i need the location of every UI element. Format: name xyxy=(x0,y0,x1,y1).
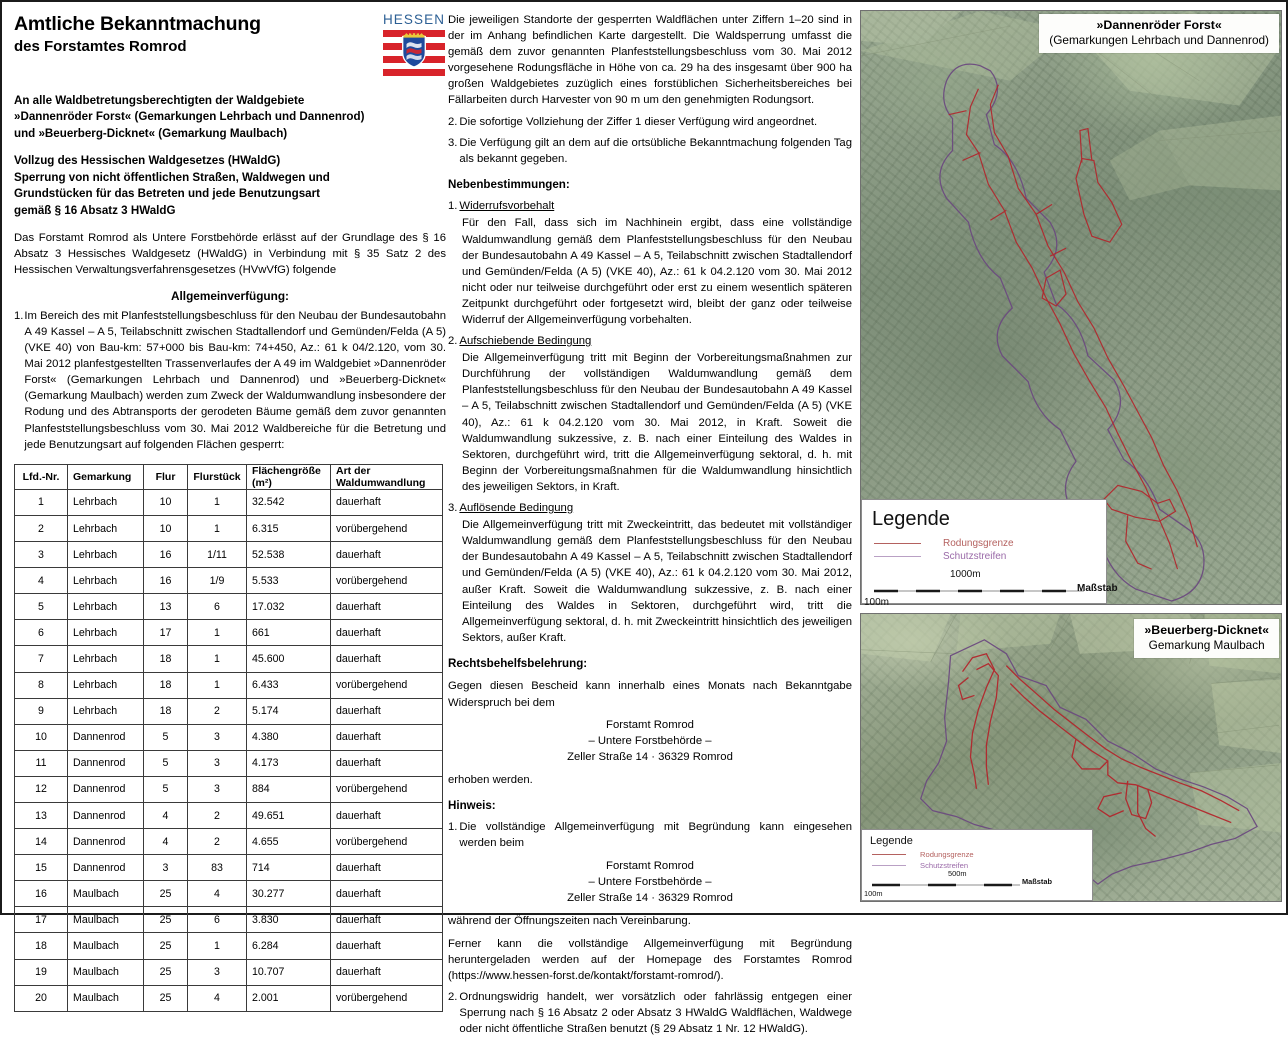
legend-top-item-rodungsgrenze xyxy=(872,538,1106,549)
cell-flur: 10 xyxy=(144,515,188,541)
rechtsbehelf-after: erhoben werden. xyxy=(448,773,533,786)
cell-lfd-nr: 3 xyxy=(15,542,68,568)
col-header-lfd-nr: Lfd.-Nr. xyxy=(15,464,68,489)
cell-art: dauerhaft xyxy=(331,620,443,646)
col-header-gemarkung: Gemarkung xyxy=(68,464,144,489)
cell-flurstueck: 4 xyxy=(188,985,247,1011)
cell-gemarkung: Lehrbach xyxy=(68,542,144,568)
rodungsgrenze-line-icon-small xyxy=(872,854,906,855)
cell-art: vorübergehend xyxy=(331,776,443,802)
address-block-2 xyxy=(448,858,852,907)
map-top-label-line1: »Dannenröder Forst« xyxy=(1096,18,1222,32)
hinweis-1-number: 1. xyxy=(448,821,458,834)
cell-gemarkung: Lehrbach xyxy=(68,646,144,672)
cell-flur: 18 xyxy=(144,646,188,672)
address-1-line-1: Forstamt Romrod xyxy=(606,718,694,731)
cell-flurstueck: 3 xyxy=(188,776,247,802)
address-block-1 xyxy=(448,717,852,766)
table-header-row xyxy=(15,464,443,489)
neben-2-title: Aufschiebende Bedingung xyxy=(459,335,592,348)
scale-top-end-label: Maßstab xyxy=(1077,583,1118,594)
cell-flaeche: 32.542 xyxy=(247,489,331,515)
cell-flur: 13 xyxy=(144,594,188,620)
neben-1-text: Für den Fall, dass sich im Nachhinein ergibt, dass eine vollständige Waldumwandlung gemäß dem Planfeststellungsbeschluss für den Neubau der Bundesautobahn A 49 Kassel – A 5, Teilabschnitt zwischen Stadtallendorf und Gemünden/Felda (A 5) (VKE 40), Az.: 61 k 04.2.120 vom 30. Mai 2012 nicht oder nur teilweise durchgeführt oder erst zu einem wesentlich späteren Zeitpunkt durchgeführt oder fortgesetzt wird, bleibt der ganz oder teilweise Widerruf der Allgemeinverfügung vorbehalten. xyxy=(462,217,852,327)
rodungsgrenze-paths-bottom xyxy=(959,654,1240,837)
neben-2-number: 2. xyxy=(448,335,458,348)
cell-gemarkung: Lehrbach xyxy=(68,489,144,515)
cell-art: dauerhaft xyxy=(331,802,443,828)
table-row xyxy=(15,594,443,620)
scale-bar-bottom-graphic xyxy=(870,875,1088,895)
map-beuerberg-dicknet[interactable] xyxy=(860,613,1282,902)
table-row xyxy=(15,907,443,933)
table-row xyxy=(15,672,443,698)
cell-lfd-nr: 12 xyxy=(15,776,68,802)
allgemeinverfuegung-heading: Allgemeinverfügung: xyxy=(171,288,289,303)
cell-flurstueck: 1 xyxy=(188,646,247,672)
table-row xyxy=(15,489,443,515)
cell-gemarkung: Lehrbach xyxy=(68,594,144,620)
cell-flurstueck: 1 xyxy=(188,672,247,698)
hinweis-2-text: Ordnungswidrig handelt, wer vorsätzlich oder fahrlässig entgegen einer Sperrung nach § 16 Absatz 2 oder Absatz 3 HWaldG Waldflächen, Waldwege oder nicht öffentliche Straßen benutzt (§ 29 Absatz 1 Nr. 12 HWaldG). xyxy=(459,991,852,1036)
map-label-dannenroeder xyxy=(1039,14,1279,53)
page-subtitle: des Forstamtes Romrod xyxy=(14,37,187,55)
hinweis-2-number: 2. xyxy=(448,991,458,1004)
cell-flaeche: 4.173 xyxy=(247,750,331,776)
cell-art: dauerhaft xyxy=(331,698,443,724)
neben-1-number: 1. xyxy=(448,200,458,213)
cell-flurstueck: 3 xyxy=(188,959,247,985)
header-titles xyxy=(14,12,261,55)
address-1-line-2: – Untere Forstbehörde – xyxy=(588,734,712,747)
cell-lfd-nr: 8 xyxy=(15,672,68,698)
cell-flaeche: 30.277 xyxy=(247,881,331,907)
hessen-logo xyxy=(382,12,446,82)
hinweis-1-text: Die vollständige Allgemeinverfügung mit Begründung kann eingesehen werden beim xyxy=(459,821,852,850)
map-bottom-label-line2: Gemarkung Maulbach xyxy=(1148,638,1265,653)
table-row xyxy=(15,985,443,1011)
cell-art: dauerhaft xyxy=(331,489,443,515)
cell-flaeche: 6.433 xyxy=(247,672,331,698)
cell-flaeche: 4.655 xyxy=(247,829,331,855)
table-row xyxy=(15,776,443,802)
addressee-line-2: »Dannenröder Forst« (Gemarkungen Lehrbach und Dannenrod) xyxy=(14,110,365,124)
cell-gemarkung: Maulbach xyxy=(68,985,144,1011)
cell-flaeche: 884 xyxy=(247,776,331,802)
item-2-text: Die sofortige Vollziehung der Ziffer 1 dieser Verfügung wird angeordnet. xyxy=(459,115,818,128)
address-2-line-1: Forstamt Romrod xyxy=(606,859,694,872)
allgemein-item-2 xyxy=(448,114,852,130)
cell-flur: 25 xyxy=(144,985,188,1011)
table-row xyxy=(15,568,443,594)
schutzstreifen-line-icon xyxy=(874,556,921,557)
page-title: Amtliche Bekanntmachung xyxy=(14,13,261,35)
cell-gemarkung: Lehrbach xyxy=(68,672,144,698)
cell-gemarkung: Maulbach xyxy=(68,959,144,985)
cell-gemarkung: Dannenrod xyxy=(68,750,144,776)
table-row xyxy=(15,698,443,724)
rodungsgrenze-line-icon xyxy=(874,543,921,544)
cell-flurstueck: 1 xyxy=(188,489,247,515)
cell-flur: 5 xyxy=(144,750,188,776)
cell-lfd-nr: 2 xyxy=(15,515,68,541)
hinweis-1-after: während der Öffnungszeiten nach Vereinbarung. xyxy=(448,914,691,927)
rechtsbehelf-text: Gegen diesen Bescheid kann innerhalb eines Monats nach Bekanntgabe Widerspruch bei dem xyxy=(448,680,852,709)
hinweis-1-download: Ferner kann die vollständige Allgemeinverfügung mit Begründung heruntergeladen werden auf der Homepage des Forstamtes Romrod (https://www.hessen-forst.de/kontakt/forstamt-romrod/). xyxy=(448,937,852,982)
cell-flur: 25 xyxy=(144,933,188,959)
cell-art: dauerhaft xyxy=(331,750,443,776)
item-3-number: 3. xyxy=(448,136,458,149)
scale-bottom-end-label: Maßstab xyxy=(1022,877,1052,886)
item-1-number: 1. xyxy=(14,309,24,322)
cell-art: dauerhaft xyxy=(331,881,443,907)
vollzug-line-4: gemäß § 16 Absatz 3 HWaldG xyxy=(14,203,176,217)
cell-lfd-nr: 1 xyxy=(15,489,68,515)
vollzug-line-3: Grundstücken für das Betreten und jede Benutzungsart xyxy=(14,187,320,201)
addressee-block xyxy=(14,93,446,142)
neben-3-text: Die Allgemeinverfügung tritt mit Zweckeintritt, das bedeutet mit vollständiger Waldumwandlung gemäß dem Planfeststellungsbeschluss für den Neubau der Bundesautobahn A 49 Kassel – A 5, Teilabschnitt zwischen Stadtallendorf und Gemünden/Felda (A 5) (VKE 40), Az.: 61 k 04.2.120 vom 30. Mai 2012, außer Kraft. Soweit die Waldumwandlung sukzessive, z. B. nach einer Einteilung des Waldes in Sektoren, durchgeführt wird, tritt die Allgemeinverfügung sektoral, d. h. mit Zweckeintritt hinsichtlich des jeweiligen Sektors, außer Kraft. xyxy=(462,519,852,644)
nebenbestimmung-3 xyxy=(448,500,852,516)
table-row xyxy=(15,959,443,985)
scale-bar-top xyxy=(864,569,1118,608)
standorte-paragraph: Die jeweiligen Standorte der gesperrten Waldflächen unter Ziffern 1–20 sind in der im Anhang befindlichen Karte dargestellt. Die Waldsperrung umfasst die gemäß dem zuvor genannten Planfeststellungsbeschluss vom 30. Mai 2012 vorgesehene Rodungsfläche in Höhe von ca. 29 ha des insgesamt über 900 ha großen Waldgebietes zuzüglich eines forstüblichen Sicherheitsbereiches bei Fällarbeiten durch Harvester von 90 m um den genehmigten Rodungsort. xyxy=(448,14,852,107)
nebenbestimmung-2 xyxy=(448,333,852,349)
cell-art: dauerhaft xyxy=(331,542,443,568)
cell-art: vorübergehend xyxy=(331,515,443,541)
flurstueck-table xyxy=(14,464,443,1012)
legend-bottom-item-schutzstreifen xyxy=(870,861,1092,870)
cell-art: vorübergehend xyxy=(331,672,443,698)
scale-bottom-left-label: 100m xyxy=(864,889,883,898)
table-row xyxy=(15,855,443,881)
hessen-flag-icon xyxy=(383,30,445,82)
neben-2-text: Die Allgemeinverfügung tritt mit Beginn der Vorbereitungsmaßnahmen zur Durchführung der vollständigen Waldumwandlung gemäß dem Planfeststellungsbeschluss für den Neubau der Bundesautobahn A 49 Kassel – A 5, Teilabschnitt zwischen Stadtallendorf und Gemünden/Felda (A 5) (VKE 40), Az.: 61 k 04.2.120 vom 30. Mai 2012, in Kraft. Soweit die Waldumwandlung sukzessive, z. B. nach einer Einteilung des Waldes in Sektoren, durchgeführt wird, tritt die Allgemeinverfügung sektoral, d. h. mit Beginn der Vorbereitungsmaßnahmen für die Waldumwandlung hinsichtlich des jeweiligen Sektors, in Kraft. xyxy=(462,352,852,493)
hinweis-heading: Hinweis: xyxy=(448,798,496,812)
cell-flur: 25 xyxy=(144,907,188,933)
cell-flurstueck: 1/11 xyxy=(188,542,247,568)
cell-flur: 16 xyxy=(144,568,188,594)
cell-flaeche: 45.600 xyxy=(247,646,331,672)
vollzug-line-1: Vollzug des Hessischen Waldgesetzes (HWaldG) xyxy=(14,154,281,168)
cell-art: dauerhaft xyxy=(331,646,443,672)
table-row xyxy=(15,829,443,855)
cell-flurstueck: 1/9 xyxy=(188,568,247,594)
cell-gemarkung: Lehrbach xyxy=(68,698,144,724)
address-1-line-3: Zeller Straße 14 · 36329 Romrod xyxy=(567,751,733,764)
address-2-line-3: Zeller Straße 14 · 36329 Romrod xyxy=(567,892,733,905)
cell-flurstueck: 6 xyxy=(188,594,247,620)
legend-top xyxy=(861,499,1118,608)
table-row xyxy=(15,646,443,672)
cell-lfd-nr: 16 xyxy=(15,881,68,907)
maps-column xyxy=(860,10,1284,902)
neben-3-number: 3. xyxy=(448,502,458,515)
cell-gemarkung: Maulbach xyxy=(68,933,144,959)
cell-flaeche: 661 xyxy=(247,620,331,646)
col-header-art: Art der Waldumwandlung xyxy=(331,464,443,489)
legend-top-title: Legende xyxy=(872,508,950,530)
map-dannenroeder-forst[interactable] xyxy=(860,10,1282,608)
cell-flurstueck: 3 xyxy=(188,750,247,776)
neben-3-title: Auflösende Bedingung xyxy=(459,502,574,515)
addressee-line-1: An alle Waldbetretungsberechtigten der Waldgebiete xyxy=(14,94,305,107)
col-header-flur: Flur xyxy=(144,464,188,489)
table-row xyxy=(15,881,443,907)
legend-top-item-schutzstreifen xyxy=(872,551,1106,562)
cell-art: dauerhaft xyxy=(331,724,443,750)
cell-flur: 16 xyxy=(144,542,188,568)
left-column xyxy=(14,12,446,1005)
cell-flur: 5 xyxy=(144,724,188,750)
cell-flaeche: 5.533 xyxy=(247,568,331,594)
cell-gemarkung: Dannenrod xyxy=(68,724,144,750)
nebenbestimmung-1 xyxy=(448,198,852,214)
cell-flaeche: 49.651 xyxy=(247,802,331,828)
cell-gemarkung: Lehrbach xyxy=(68,568,144,594)
cell-flaeche: 17.032 xyxy=(247,594,331,620)
item-2-number: 2. xyxy=(448,115,458,128)
intro-paragraph: Das Forstamt Romrod als Untere Forstbehörde erlässt auf der Grundlage des § 16 Absatz 3 Hessisches Waldgesetz (HWaldG) in Verbindung mit § 35 Satz 2 des Hessischen Verwaltungsverfahrensgesetzes (HVwVfG) folgende xyxy=(14,232,446,277)
addressee-line-3: und »Beuerberg-Dicknet« (Gemarkung Maulbach) xyxy=(14,126,288,140)
rechtsbehelfsbelehrung-heading: Rechtsbehelfsbelehrung: xyxy=(448,656,588,670)
scale-bottom-upper-label: 500m xyxy=(948,869,967,878)
vollzug-block xyxy=(14,153,446,219)
legend-bottom-item-rodungsgrenze xyxy=(870,850,1092,859)
cell-gemarkung: Maulbach xyxy=(68,907,144,933)
cell-lfd-nr: 6 xyxy=(15,620,68,646)
cell-art: vorübergehend xyxy=(331,829,443,855)
cell-flaeche: 4.380 xyxy=(247,724,331,750)
cell-flaeche: 5.174 xyxy=(247,698,331,724)
legend-top-label-schutzstreifen: Schutzstreifen xyxy=(943,551,1007,562)
cell-flur: 18 xyxy=(144,698,188,724)
scale-bar-bottom xyxy=(864,869,1088,898)
allgemein-item-1 xyxy=(14,308,446,453)
table-row xyxy=(15,750,443,776)
cell-gemarkung: Lehrbach xyxy=(68,515,144,541)
scale-top-upper-label: 1000m xyxy=(950,569,981,580)
cell-gemarkung: Dannenrod xyxy=(68,776,144,802)
col-header-flurstueck: Flurstück xyxy=(188,464,247,489)
cell-flur: 5 xyxy=(144,776,188,802)
allgemein-item-3 xyxy=(448,135,852,167)
cell-flur: 25 xyxy=(144,881,188,907)
cell-lfd-nr: 13 xyxy=(15,802,68,828)
cell-lfd-nr: 10 xyxy=(15,724,68,750)
neben-1-title: Widerrufsvorbehalt xyxy=(459,200,555,213)
cell-flaeche: 3.830 xyxy=(247,907,331,933)
cell-art: vorübergehend xyxy=(331,568,443,594)
cell-art: vorübergehend xyxy=(331,985,443,1011)
cell-flaeche: 6.315 xyxy=(247,515,331,541)
middle-column xyxy=(448,12,852,1036)
cell-flur: 4 xyxy=(144,802,188,828)
legend-bottom-title: Legende xyxy=(870,835,913,847)
cell-flaeche: 6.284 xyxy=(247,933,331,959)
cell-art: dauerhaft xyxy=(331,855,443,881)
vollzug-line-2: Sperrung von nicht öffentlichen Straßen, Waldwegen und xyxy=(14,170,330,184)
hinweis-item-2 xyxy=(448,989,852,1037)
cell-flurstueck: 1 xyxy=(188,933,247,959)
cell-lfd-nr: 18 xyxy=(15,933,68,959)
map-bottom-label-line1: »Beuerberg-Dicknet« xyxy=(1144,623,1269,637)
cell-flur: 18 xyxy=(144,672,188,698)
cell-lfd-nr: 19 xyxy=(15,959,68,985)
table-row xyxy=(15,933,443,959)
cell-flurstueck: 2 xyxy=(188,829,247,855)
cell-flur: 17 xyxy=(144,620,188,646)
cell-gemarkung: Lehrbach xyxy=(68,620,144,646)
cell-art: dauerhaft xyxy=(331,933,443,959)
cell-flurstueck: 6 xyxy=(188,907,247,933)
hinweis-item-1 xyxy=(448,819,852,851)
cell-flur: 3 xyxy=(144,855,188,881)
cell-art: dauerhaft xyxy=(331,594,443,620)
cell-lfd-nr: 20 xyxy=(15,985,68,1011)
table-row xyxy=(15,724,443,750)
map-top-label-line2: (Gemarkungen Lehrbach und Dannenrod) xyxy=(1049,33,1269,48)
cell-art: dauerhaft xyxy=(331,907,443,933)
table-row xyxy=(15,620,443,646)
cell-gemarkung: Dannenrod xyxy=(68,855,144,881)
legend-bottom xyxy=(861,829,1093,901)
cell-lfd-nr: 9 xyxy=(15,698,68,724)
table-body xyxy=(15,489,443,1011)
cell-flurstueck: 2 xyxy=(188,698,247,724)
cell-art: dauerhaft xyxy=(331,959,443,985)
cell-flurstueck: 1 xyxy=(188,620,247,646)
cell-lfd-nr: 4 xyxy=(15,568,68,594)
nebenbestimmungen-heading: Nebenbestimmungen: xyxy=(448,177,570,191)
cell-flaeche: 714 xyxy=(247,855,331,881)
cell-flurstueck: 2 xyxy=(188,802,247,828)
cell-lfd-nr: 14 xyxy=(15,829,68,855)
table-row xyxy=(15,802,443,828)
legend-top-label-rodungsgrenze: Rodungsgrenze xyxy=(943,538,1014,549)
cell-gemarkung: Maulbach xyxy=(68,881,144,907)
cell-flurstueck: 83 xyxy=(188,855,247,881)
col-header-flaeche: Flächengröße (m²) xyxy=(247,464,331,489)
cell-flur: 4 xyxy=(144,829,188,855)
document-header xyxy=(14,12,446,82)
legend-bottom-label-rodungsgrenze: Rodungsgrenze xyxy=(920,850,974,859)
address-2-line-2: – Untere Forstbehörde – xyxy=(588,875,712,888)
scale-top-left-label: 100m xyxy=(864,597,890,608)
cell-flur: 10 xyxy=(144,489,188,515)
cell-flaeche: 10.707 xyxy=(247,959,331,985)
hessen-wordmark: HESSEN xyxy=(382,12,446,27)
item-3-text: Die Verfügung gilt an dem auf die ortsübliche Bekanntmachung folgenden Tag als bekannt gegeben. xyxy=(459,136,852,165)
cell-lfd-nr: 17 xyxy=(15,907,68,933)
cell-gemarkung: Dannenrod xyxy=(68,829,144,855)
schutzstreifen-line-icon-small xyxy=(872,865,906,866)
scale-bar-top-graphic xyxy=(872,571,1104,601)
map-label-beuerberg xyxy=(1134,619,1279,658)
cell-lfd-nr: 15 xyxy=(15,855,68,881)
hessen-coat-of-arms-icon xyxy=(402,35,427,68)
cell-lfd-nr: 7 xyxy=(15,646,68,672)
table-row xyxy=(15,542,443,568)
cell-flaeche: 2.001 xyxy=(247,985,331,1011)
cell-flur: 25 xyxy=(144,959,188,985)
table-row xyxy=(15,515,443,541)
cell-flaeche: 52.538 xyxy=(247,542,331,568)
cell-gemarkung: Dannenrod xyxy=(68,802,144,828)
cell-flurstueck: 1 xyxy=(188,515,247,541)
cell-lfd-nr: 11 xyxy=(15,750,68,776)
cell-flurstueck: 4 xyxy=(188,881,247,907)
cell-lfd-nr: 5 xyxy=(15,594,68,620)
item-1-text: Im Bereich des mit Planfeststellungsbeschluss für den Neubau der Bundesautobahn A 49 Kassel – A 5, Teilabschnitt zwischen Stadtallendorf und Gemünden/Felda (A 5) (VKE 40) von Bau-km: 57+000 bis Bau-km: 74+450, Az.: 61 k 04/2.120, vom 30. Mai 2012 planfestgestellten Trassenverlaufes der A 49 im Waldgebiet »Dannenröder Forst« (Gemarkungen Lehrbach und Dannenrod) und »Beuerberg-Dicknet« (Gemarkung Maulbach) werden zum Zweck der Waldumwandlung insbesondere der Rodung und des Abtransports der gerodeten Bäume gemäß dem zuvor genannten Planfeststellungsbeschluss vom 30. Mai 2012 Waldbereiche für die Betretung und jede Benutzungsart auf folgenden Flächen gesperrt: xyxy=(24,309,446,451)
legend-bottom-label-schutzstreifen: Schutzstreifen xyxy=(920,861,969,870)
cell-flurstueck: 3 xyxy=(188,724,247,750)
